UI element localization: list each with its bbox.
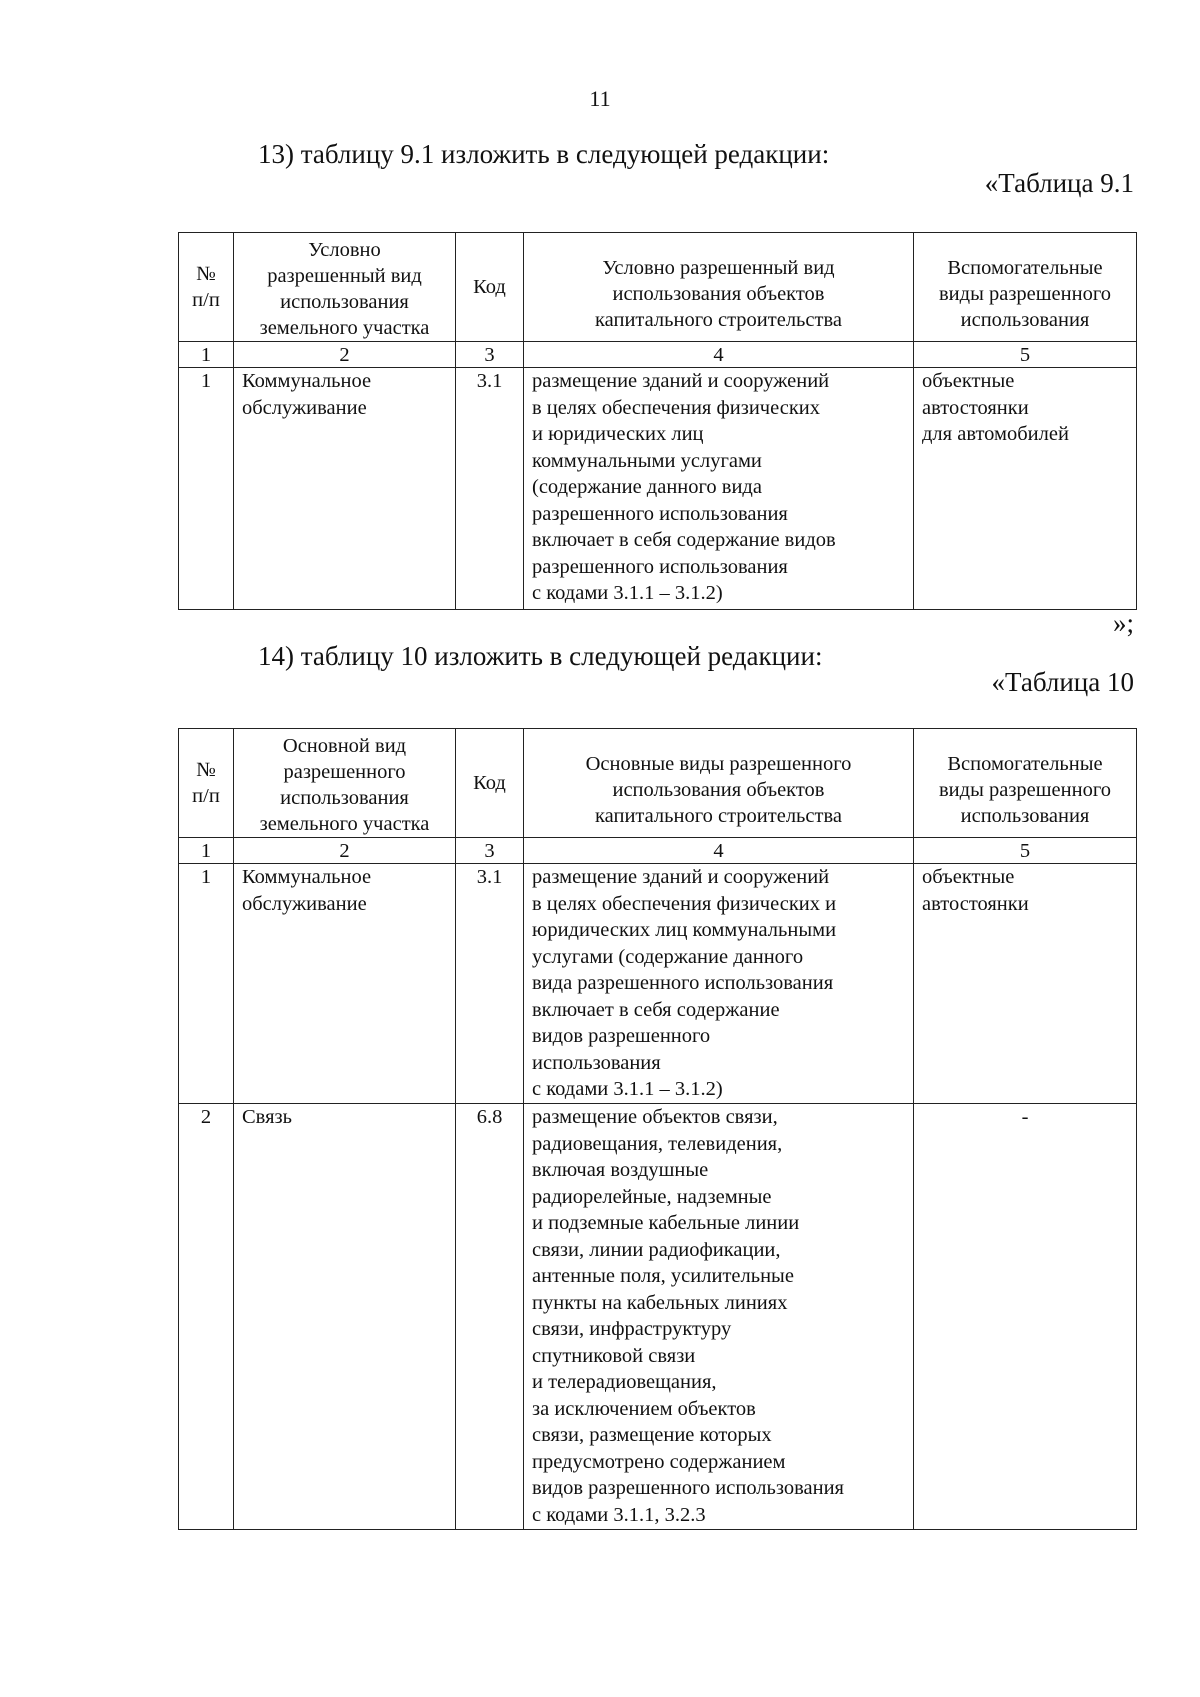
table-row: [179, 864, 1137, 1104]
section-13-instruction: 13) таблицу 9.1 изложить в следующей редакции:: [258, 139, 830, 169]
code-cell: 3.1: [456, 368, 524, 610]
table-header-row: [179, 729, 1137, 838]
table-row: [179, 1104, 1137, 1530]
header-code: Код: [456, 729, 524, 838]
aux-use-cell: -: [914, 1104, 1137, 1530]
row-number: 1: [179, 368, 234, 610]
header-aux-use: Вспомогательные виды разрешенного использования: [914, 729, 1137, 838]
table-row: [179, 368, 1137, 610]
col-number: 4: [524, 342, 914, 368]
header-num: № п/п: [179, 729, 234, 838]
aux-use-cell: объектные автостоянки: [914, 864, 1137, 1104]
header-aux-use: Вспомогательные виды разрешенного использования: [914, 233, 1137, 342]
row-number: 1: [179, 864, 234, 1104]
header-code: Код: [456, 233, 524, 342]
capital-use-cell: размещение зданий и сооружений в целях обеспечения физических и юридических лиц коммунальными услугами (содержание данного вида разрешенного использования включает в себя содержание видов разрешенного использования с кодами 3.1.1 – 3.1.2): [524, 368, 914, 610]
code-cell: 6.8: [456, 1104, 524, 1530]
capital-use-cell: размещение зданий и сооружений в целях обеспечения физических и юридических лиц коммунальными услугами (содержание данного вида разрешенного использования включает в себя содержание видов разрешенного использования с кодами 3.1.1 – 3.1.2): [524, 864, 914, 1104]
col-number: 3: [456, 838, 524, 864]
header-land-use: Основной вид разрешенного использования земельного участка: [234, 729, 456, 838]
header-capital-use: Основные виды разрешенного использования объектов капитального строительства: [524, 729, 914, 838]
col-number: 1: [179, 342, 234, 368]
code-cell: 3.1: [456, 864, 524, 1104]
table-header-row: [179, 233, 1137, 342]
land-use-cell: Коммунальное обслуживание: [234, 368, 456, 610]
column-number-row: [179, 342, 1137, 368]
table-10-caption: «Таблица 10: [991, 667, 1134, 697]
col-number: 4: [524, 838, 914, 864]
col-number: 5: [914, 342, 1137, 368]
table-9-1: [178, 232, 1137, 610]
aux-use-cell: объектные автостоянки для автомобилей: [914, 368, 1137, 610]
col-number: 2: [234, 342, 456, 368]
row-number: 2: [179, 1104, 234, 1530]
page-number: 11: [589, 86, 611, 111]
table-9-1-caption: «Таблица 9.1: [984, 168, 1134, 198]
col-number: 3: [456, 342, 524, 368]
header-capital-use: Условно разрешенный вид использования объектов капитального строительства: [524, 233, 914, 342]
header-land-use: Условно разрешенный вид использования земельного участка: [234, 233, 456, 342]
section-14-instruction: 14) таблицу 10 изложить в следующей редакции:: [258, 641, 823, 671]
capital-use-cell: размещение объектов связи, радиовещания, телевидения, включая воздушные радиорелейные, надземные и подземные кабельные линии связи, линии радиофикации, антенные поля, усилительные пункты на кабельных линиях связи, инфраструктуру спутниковой связи и телерадиовещания, за исключением объектов связи, размещение которых предусмотрено содержанием видов разрешенного использования с кодами 3.1.1, 3.2.3: [524, 1104, 914, 1530]
column-number-row: [179, 838, 1137, 864]
closing-quote-mark: »;: [1112, 608, 1134, 638]
col-number: 5: [914, 838, 1137, 864]
land-use-cell: Коммунальное обслуживание: [234, 864, 456, 1104]
col-number: 2: [234, 838, 456, 864]
land-use-cell: Связь: [234, 1104, 456, 1530]
header-num: № п/п: [179, 233, 234, 342]
col-number: 1: [179, 838, 234, 864]
table-10: [178, 728, 1137, 1530]
